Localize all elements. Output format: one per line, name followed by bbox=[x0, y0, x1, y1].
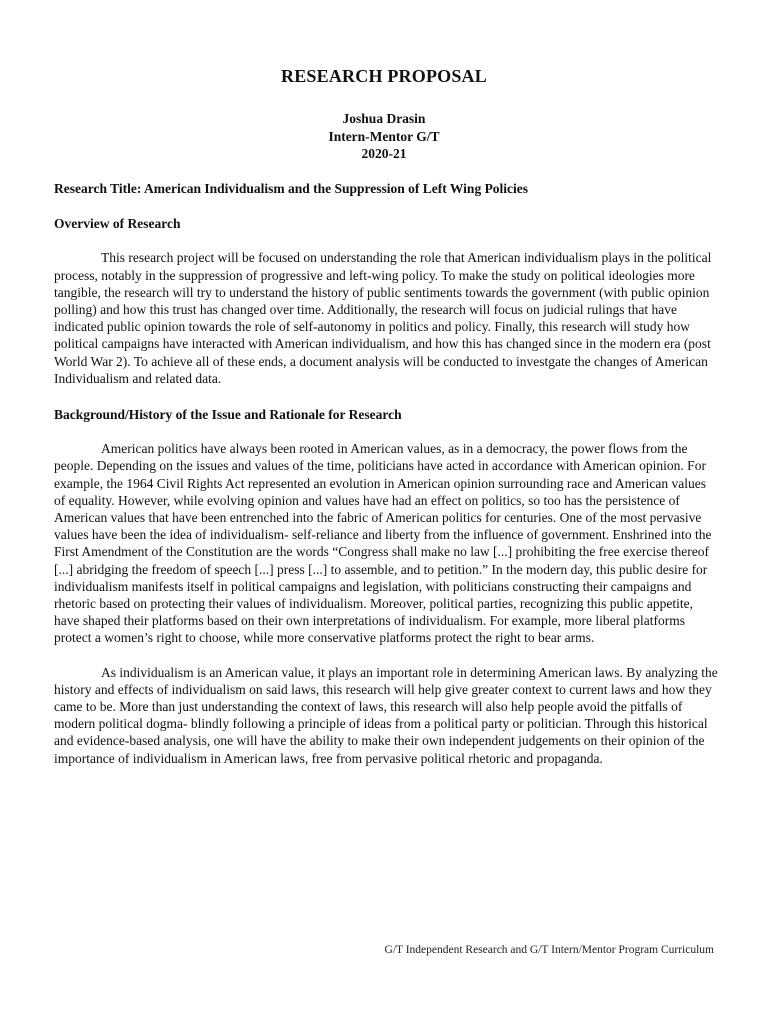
academic-year: 2020-21 bbox=[361, 146, 407, 161]
background-paragraph-2: As individualism is an American value, it plays an important role in determining American laws. By analyzing the history and effects of individualism on said laws, this research will help give greater context to current laws and how they came to be. More than just understanding the context of laws, this research will also help people avoid the pitfalls of modern political dogma- blindly following a principle of ideas from a political party or politician. Through this historical and evidence-based analysis, one will have the ability to make their own independent judgements on their opinion of the importance of individualism in American laws, free from pervasive political rhetoric and propaganda. bbox=[54, 664, 718, 766]
section-heading-overview: Overview of Research bbox=[54, 216, 181, 232]
author-name: Joshua Drasin bbox=[342, 111, 426, 126]
background-paragraph-1: American politics have always been rooted in American values, as in a democracy, the power flows from the people. Depending on the issues and values of the time, politicians have acted in accordance with American opinion. For example, the 1964 Civil Rights Act represented an evolution in American opinion surrounding race and American values of equality. However, while evolving opinion and values have had an effect on politics, so too has the persistence of American values that have been entrenched into the fabric of American politics for centuries. One of the most pervasive values have been the idea of individualism- self-reliance and liberty from the influence of government. Enshrined into the First Amendment of the Constitution are the words “Congress shall make no law [...] prohibiting the free exercise thereof [...] abridging the freedom of speech [...] press [...] to assemble, and to petition.” In the modern day, this public desire for individualism manifests itself in political campaigns and legislation, with politicians constructing their campaigns and rhetoric based on protecting their values of individualism. Moreover, political parties, recognizing this public appetite, have shaped their platforms based on their own interpretations of individualism. For example, more liberal platforms protect a women’s right to choose, while more conservative platforms protect the right to bear arms. bbox=[54, 441, 712, 646]
overview-paragraph: This research project will be focused on understanding the role that American individualism plays in the political process, notably in the suppression of progressive and left-wing policy. To make the study on political ideologies more tangible, the research will try to understand the history of public sentiments towards the government (with public opinion polling) and how this trust has changed over time. Additionally, the research will focus on judicial rulings that have indicated public opinion towards the role of self-autonomy in politics and policy. Finally, this research will study how political campaigns have interacted with American individualism, and how this has changed since in the modern era (post World War 2). To achieve all of these ends, a document analysis will be conducted to investgate the changes of American Individualism and related data. bbox=[54, 250, 712, 386]
page-title: RESEARCH PROPOSAL bbox=[281, 66, 487, 86]
research-title: Research Title: American Individualism and the Suppression of Left Wing Policies bbox=[54, 181, 529, 196]
page-footer: G/T Independent Research and G/T Intern/Mentor Program Curriculum bbox=[384, 944, 714, 956]
program-name: Intern-Mentor G/T bbox=[328, 128, 440, 144]
section-heading-background: Background/History of the Issue and Rationale for Research bbox=[54, 407, 402, 423]
document-body bbox=[54, 180, 720, 767]
author-block bbox=[0, 110, 768, 163]
